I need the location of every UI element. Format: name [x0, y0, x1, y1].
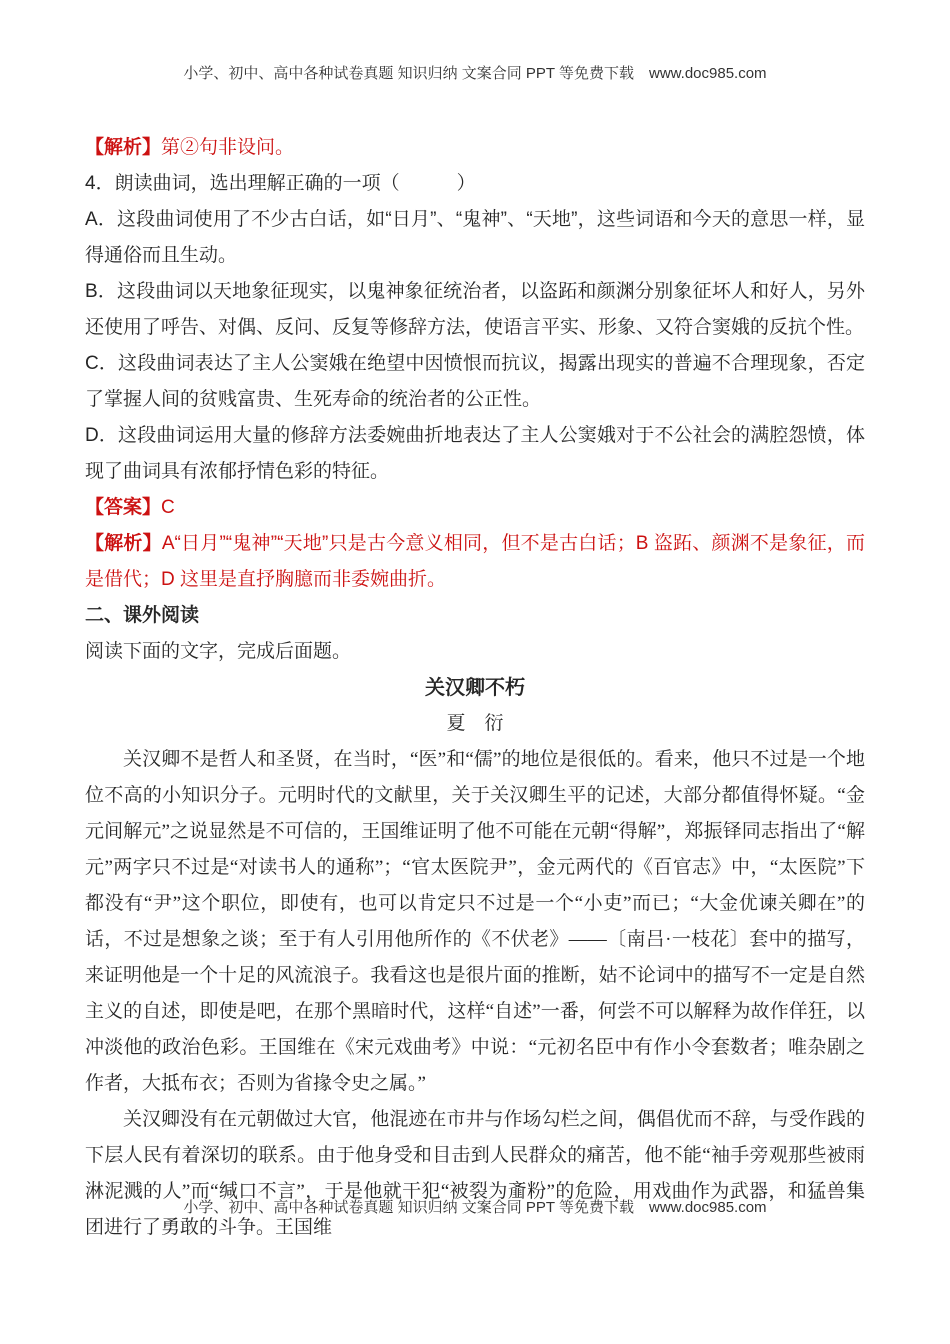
header-text: 小学、初中、高中各种试卷真题 知识归纳 文案合同 PPT 等免费下载 www.doc985.com	[183, 65, 767, 82]
essay-title: 关汉卿不朽	[425, 677, 525, 699]
essay	[85, 670, 865, 1246]
analysis-text: A“日月”“鬼神”“天地”只是古今意义相同，但不是古白话；B 盗跖、颜渊不是象征，而是借代；D 这里是直抒胸臆而非委婉曲折。	[85, 533, 865, 590]
analysis-text: 第②句非设问。	[161, 137, 295, 158]
analysis-note-q3	[85, 130, 865, 166]
page-footer	[0, 1196, 950, 1217]
answer-label: 【答案】	[85, 497, 162, 518]
question-4-option-a: A．这段曲词使用了不少古白话，如“日月”、“鬼神”、“天地”，这些词语和今天的意思一样，显得通俗而且生动。	[85, 209, 865, 266]
section-heading: 二、课外阅读	[85, 605, 200, 626]
answer-line-q4	[85, 490, 865, 526]
analysis-label: 【解析】	[85, 137, 162, 158]
essay-author: 夏 衍	[446, 713, 504, 734]
analysis-label: 【解析】	[85, 533, 162, 554]
document-body	[85, 130, 865, 1246]
footer-text: 小学、初中、高中各种试卷真题 知识归纳 文案合同 PPT 等免费下载 www.doc985.com	[183, 1199, 767, 1216]
essay-paragraph-2: 关汉卿没有在元朝做过大官，他混迹在市井与作场勾栏之间，偶倡优而不辞，与受作践的下层人民有着深切的联系。由于他身受和目击到人民群众的痛苦，他不能“袖手旁观那些被雨淋泥溅的人”而“缄口不言”，于是他就干犯“被裂为齑粉”的危险，用戏曲作为武器，和猛兽集团进行了勇敢的斗争。王国维	[85, 1109, 865, 1238]
essay-paragraph-1: 关汉卿不是哲人和圣贤，在当时，“医”和“儒”的地位是很低的。看来，他只不过是一个地位不高的小知识分子。元明时代的文献里，关于关汉卿生平的记述，大部分都值得怀疑。“金元间解元”之说显然是不可信的，王国维证明了他不可能在元朝“得解”，郑振铎同志指出了“解元”两字只不过是“对读书人的通称”；“官太医院尹”，金元两代的《百官志》中，“太医院”下都没有“尹”这个职位，即使有，也可以肯定只不过是一个“小吏”而已；“大金优谏关卿在”的话，不过是想象之谈；至于有人引用他所作的《不伏老》——〔南吕·一枝花〕套中的描写，来证明他是一个十足的风流浪子。我看这也是很片面的推断，姑不论词中的描写不一定是自然主义的自述，即使是吧，在那个黑暗时代，这样“自述”一番，何尝不可以解释为故作佯狂，以冲淡他的政治色彩。王国维在《宋元戏曲考》中说：“元初名臣中有作小令套数者；唯杂剧之作者，大抵布衣；否则为省掾令史之属。”	[85, 749, 865, 1094]
question-4-option-d: D．这段曲词运用大量的修辞方法委婉曲折地表达了主人公窦娥对于不公社会的满腔怨愤，体现了曲词具有浓郁抒情色彩的特征。	[85, 425, 865, 482]
analysis-note-q4	[85, 526, 865, 598]
question-4-stem: 4．朗读曲词，选出理解正确的一项（ ）	[85, 173, 476, 194]
answer-value: C	[161, 497, 175, 518]
question-4-option-c: C．这段曲词表达了主人公窦娥在绝望中因愤恨而抗议，揭露出现实的普遍不合理现象，否定了掌握人间的贫贱富贵、生死寿命的统治者的公正性。	[85, 353, 865, 410]
page-header	[0, 62, 950, 83]
reading-instruction: 阅读下面的文字，完成后面题。	[85, 641, 352, 662]
question-4-option-b: B．这段曲词以天地象征现实，以鬼神象征统治者，以盗跖和颜渊分别象征坏人和好人，另外还使用了呼告、对偶、反问、反复等修辞方法，使语言平实、形象、又符合窦娥的反抗个性。	[85, 281, 865, 338]
